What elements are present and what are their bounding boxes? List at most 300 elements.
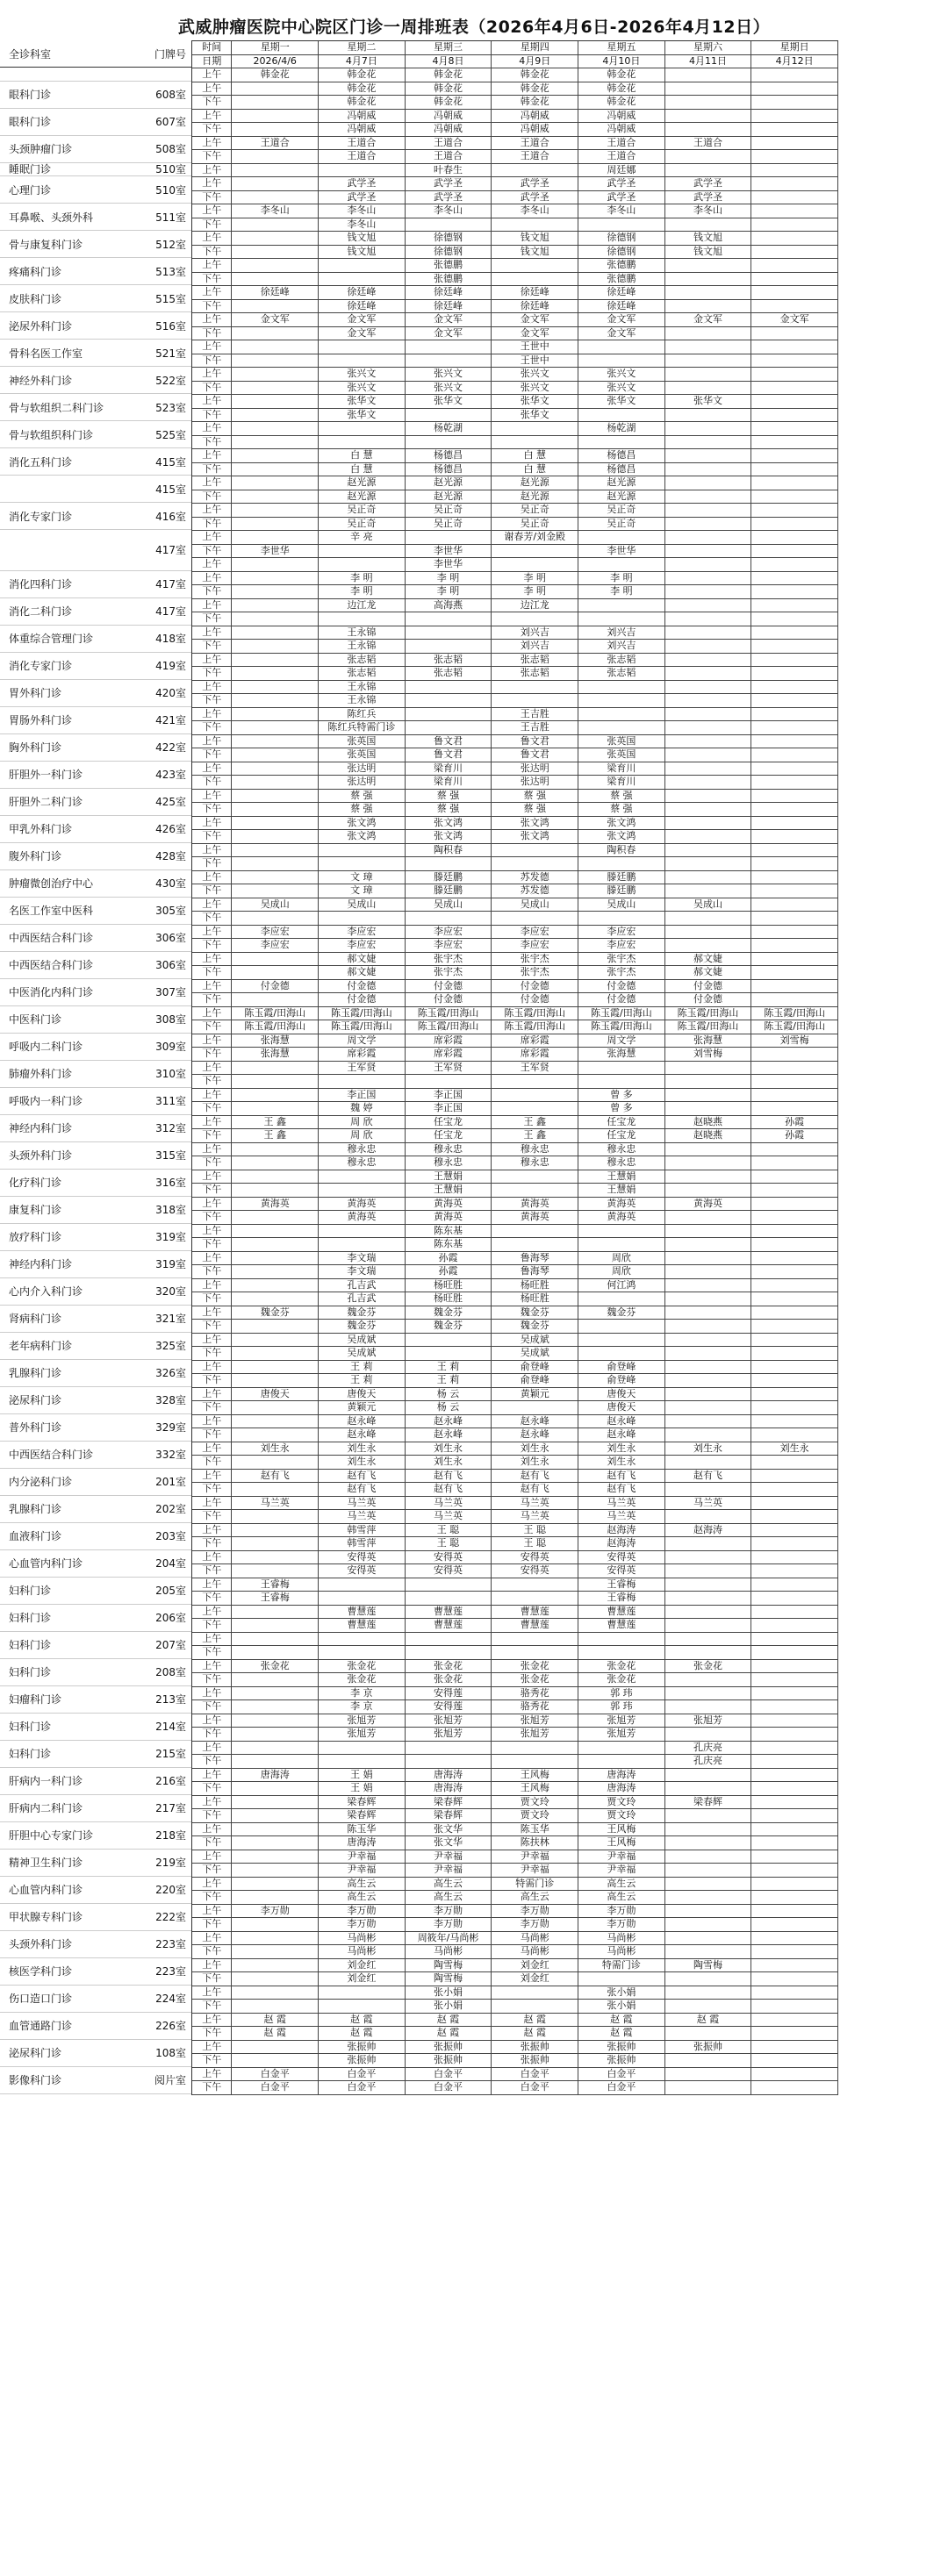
doctor-cell [751,1796,838,1810]
doctor-cell [751,110,838,124]
doctor-cell: 张德鹏 [406,273,492,287]
department-name: 中西医结合科门诊 [9,1449,94,1461]
doctor-cell [751,844,838,858]
table-row [192,1564,838,1578]
room-number: 332室 [155,1449,186,1461]
doctor-cell [665,1687,752,1701]
doctor-cell [232,490,319,504]
department-group [0,1034,191,1061]
doctor-cell: 鲁海琴 [492,1265,578,1279]
room-number: 419室 [155,660,186,672]
department-group [0,2013,191,2040]
table-row [192,1891,838,1905]
doctor-cell: 边江龙 [319,599,406,613]
table-row [192,980,838,994]
doctor-cell [665,1564,752,1578]
department-group [0,1523,191,1550]
doctor-cell [232,177,319,191]
doctor-cell [665,545,752,559]
session-cell: 上午 [192,1279,232,1293]
doctor-cell [665,762,752,776]
doctor-cell [492,1238,578,1252]
table-row [192,436,838,450]
table-row [192,327,838,341]
table-row [192,96,838,110]
doctor-cell [319,1646,406,1660]
doctor-cell: 张达明 [492,776,578,790]
table-row [192,776,838,790]
doctor-cell: 张兴文 [578,382,665,396]
doctor-cell: 俞登峰 [492,1361,578,1375]
room-number: 508室 [155,143,186,155]
doctor-cell: 付金德 [406,993,492,1007]
doctor-cell [492,1401,578,1415]
doctor-cell [578,857,665,871]
doctor-cell [751,912,838,926]
doctor-cell: 周 欣 [319,1129,406,1143]
doctor-cell: 黄海英 [406,1211,492,1225]
department-name: 影像科门诊 [9,2074,62,2086]
doctor-cell [751,246,838,260]
doctor-cell: 曹慧莲 [578,1606,665,1620]
doctor-cell [232,218,319,233]
session-cell: 上午 [192,572,232,586]
room-number: 510室 [155,183,186,197]
department-name: 老年病科门诊 [9,1340,73,1352]
doctor-cell [232,259,319,273]
doctor-cell [751,218,838,233]
doctor-cell: 刘兴吉 [492,640,578,654]
doctor-cell: 张金花 [492,1673,578,1687]
room-number: 320室 [155,1285,186,1298]
session-cell: 上午 [192,1905,232,1919]
doctor-cell [578,1292,665,1306]
table-row [192,2041,838,2055]
doctor-cell: 刘金红 [319,1959,406,1973]
table-row [192,1020,838,1034]
doctor-cell: 穆永忠 [578,1156,665,1170]
doctor-cell [751,1700,838,1714]
session-cell: 上午 [192,599,232,613]
doctor-cell: 高生云 [406,1891,492,1905]
session-cell: 上午 [192,681,232,695]
doctor-cell: 贾文玲 [492,1809,578,1823]
table-row [192,1292,838,1306]
doctor-cell: 李冬山 [578,204,665,218]
doctor-cell [751,626,838,640]
session-cell: 上午 [192,177,232,191]
doctor-cell: 安得英 [319,1564,406,1578]
department-name: 呼吸内二科门诊 [9,1041,83,1053]
table-row [192,1198,838,1212]
doctor-cell: 梁春辉 [319,1796,406,1810]
doctor-cell [751,327,838,341]
doctor-cell [751,884,838,898]
doctor-cell [751,545,838,559]
doctor-cell: 张金花 [578,1673,665,1687]
doctor-cell: 李万勋 [578,1918,665,1932]
doctor-cell: 韩金花 [578,96,665,110]
table-row [192,2054,838,2068]
doctor-cell [751,1075,838,1089]
doctor-cell [665,1782,752,1796]
doctor-cell: 李应宏 [406,939,492,953]
department-group [0,952,191,979]
doctor-cell: 赵光源 [319,476,406,490]
doctor-cell [665,368,752,382]
doctor-cell: 李 京 [319,1687,406,1701]
doctor-cell [751,871,838,885]
doctor-cell: 李万勋 [319,1905,406,1919]
doctor-cell: 贾文玲 [578,1796,665,1810]
doctor-cell [751,286,838,300]
doctor-cell: 王道合 [578,137,665,151]
doctor-cell [665,259,752,273]
doctor-cell: 李万勋 [406,1905,492,1919]
department-group [0,1850,191,1877]
doctor-cell [751,409,838,423]
doctor-cell [492,164,578,178]
doctor-cell: 滕廷鹏 [406,884,492,898]
doctor-cell: 尹幸福 [406,1864,492,1878]
table-row [192,939,838,953]
session-cell: 上午 [192,1769,232,1783]
doctor-cell [751,1415,838,1429]
table-row [192,1687,838,1701]
doctor-cell: 杨德昌 [406,449,492,463]
session-cell: 上午 [192,1551,232,1565]
doctor-cell [665,654,752,668]
session-cell: 下午 [192,830,232,844]
room-number: 415室 [155,483,186,496]
doctor-cell [578,912,665,926]
doctor-cell: 鲁文君 [406,735,492,749]
department-group [0,1659,191,1686]
table-row [192,273,838,287]
doctor-cell [232,1143,319,1157]
doctor-cell: 张志韬 [406,654,492,668]
doctor-cell [665,1211,752,1225]
doctor-cell [232,2000,319,2014]
doctor-cell [751,300,838,314]
doctor-cell [751,953,838,967]
doctor-cell [492,1225,578,1239]
doctor-cell: 张金花 [406,1673,492,1687]
doctor-cell: 李 明 [492,572,578,586]
table-row [192,518,838,532]
doctor-cell: 吴正奇 [406,518,492,532]
session-cell: 上午 [192,1687,232,1701]
department-group [0,421,191,448]
doctor-cell: 苏发德 [492,884,578,898]
doctor-cell [232,626,319,640]
doctor-cell [751,1728,838,1742]
date-cell: 4月12日 [751,55,838,69]
doctor-cell: 白金平 [319,2081,406,2095]
department-group [0,1197,191,1224]
doctor-cell: 张旭芳 [578,1714,665,1728]
table-row [192,1034,838,1048]
doctor-cell [232,1945,319,1959]
doctor-cell [751,926,838,940]
doctor-cell [751,1823,838,1837]
department-name: 中医消化内科门诊 [9,986,94,998]
doctor-cell: 陈红兵特需门诊 [319,721,406,735]
doctor-cell: 郝文婕 [319,953,406,967]
doctor-cell: 张文鸿 [492,830,578,844]
doctor-cell [751,463,838,477]
doctor-cell: 俞登峰 [492,1374,578,1388]
doctor-cell: 张金花 [665,1660,752,1674]
doctor-cell [232,476,319,490]
doctor-cell: 高生云 [578,1891,665,1905]
session-cell: 下午 [192,300,232,314]
session-cell: 下午 [192,1483,232,1497]
doctor-cell: 韩雪萍 [319,1537,406,1551]
table-row [192,1075,838,1089]
table-row [192,1864,838,1878]
doctor-cell: 刘兴吉 [578,640,665,654]
doctor-cell: 吴成山 [319,898,406,912]
room-number: 308室 [155,1013,186,1026]
doctor-cell: 穆永忠 [319,1156,406,1170]
doctor-cell [751,1320,838,1334]
doctor-cell [665,667,752,681]
doctor-cell: 杨旺胜 [406,1292,492,1306]
department-name: 肝胆外一科门诊 [9,769,83,781]
room-number: 418室 [155,633,186,645]
doctor-cell [232,953,319,967]
doctor-cell: 张金花 [319,1673,406,1687]
header-row-weekday [192,41,838,55]
department-group [0,530,191,571]
doctor-cell [751,1062,838,1076]
table-row [192,1102,838,1116]
department-group [0,176,191,204]
table-row [192,572,838,586]
table-row [192,1945,838,1959]
doctor-cell [232,96,319,110]
department-name: 妇科门诊 [9,1666,52,1678]
doctor-cell [665,1320,752,1334]
table-row [192,82,838,97]
doctor-cell: 周欣 [578,1252,665,1266]
doctor-cell: 魏金芬 [319,1320,406,1334]
doctor-cell [232,871,319,885]
department-name: 血管通路门诊 [9,2020,73,2032]
session-cell: 上午 [192,286,232,300]
doctor-cell: 赵晓燕 [665,1116,752,1130]
session-cell: 上午 [192,898,232,912]
doctor-cell: 徐廷峰 [319,300,406,314]
doctor-cell [492,218,578,233]
doctor-cell [751,898,838,912]
doctor-cell [232,1401,319,1415]
doctor-cell: 张华文 [492,409,578,423]
department-name: 泌尿科门诊 [9,1394,62,1406]
doctor-cell [751,1156,838,1170]
doctor-cell [578,1334,665,1348]
department-group [0,1686,191,1714]
doctor-cell: 李冬山 [319,218,406,233]
doctor-cell: 陶积春 [578,844,665,858]
table-row [192,68,838,82]
doctor-cell: 席彩霞 [492,1048,578,1062]
doctor-cell [232,735,319,749]
table-row [192,857,838,871]
doctor-cell: 王慧娟 [578,1184,665,1198]
room-number: 523室 [155,401,186,414]
doctor-cell: 边江龙 [492,599,578,613]
doctor-cell: 张海慧 [665,1034,752,1048]
doctor-cell: 刘金红 [492,1972,578,1986]
doctor-cell: 梁春辉 [406,1809,492,1823]
table-row [192,681,838,695]
doctor-cell: 张华文 [319,395,406,409]
table-row [192,463,838,477]
table-row [192,490,838,504]
table-row [192,1225,838,1239]
table-row [192,164,838,178]
doctor-cell [751,1646,838,1660]
doctor-cell [751,1211,838,1225]
table-row [192,137,838,151]
table-row [192,1401,838,1415]
table-row [192,1388,838,1402]
room-number: 319室 [155,1231,186,1243]
room-number: 216室 [155,1775,186,1787]
doctor-cell [665,1592,752,1606]
doctor-cell [751,1905,838,1919]
doctor-cell: 李应宏 [319,939,406,953]
doctor-cell: 苏发德 [492,871,578,885]
doctor-cell [751,1959,838,1973]
doctor-cell: 陈红兵 [319,708,406,722]
doctor-cell [319,422,406,436]
room-number: 423室 [155,769,186,781]
doctor-cell: 杨 云 [406,1388,492,1402]
doctor-cell: 赵永峰 [492,1428,578,1442]
room-number: 430室 [155,877,186,890]
doctor-cell [492,1633,578,1647]
doctor-cell: 王道合 [578,150,665,164]
doctor-cell: 徐廷峰 [406,300,492,314]
doctor-cell [665,449,752,463]
doctor-cell [232,572,319,586]
session-cell: 下午 [192,246,232,260]
room-number: 217室 [155,1802,186,1814]
doctor-cell [665,1864,752,1878]
doctor-cell [492,1646,578,1660]
doctor-cell [232,790,319,804]
department-group [0,394,191,421]
doctor-cell [665,476,752,490]
doctor-cell [751,585,838,599]
doctor-cell: 金文军 [406,313,492,327]
doctor-cell: 张兴文 [578,368,665,382]
doctor-cell: 李万勋 [578,1905,665,1919]
doctor-cell [751,1361,838,1375]
doctor-cell: 穆永忠 [319,1143,406,1157]
doctor-cell [665,1932,752,1946]
doctor-cell: 唐俊天 [578,1401,665,1415]
department-name: 消化专家门诊 [9,660,73,672]
doctor-cell [665,1361,752,1375]
doctor-cell: 刘生永 [578,1456,665,1470]
doctor-cell: 张海慧 [232,1048,319,1062]
session-cell: 上午 [192,1524,232,1538]
doctor-cell: 曹慧莲 [492,1619,578,1633]
doctor-cell: 韩金花 [492,82,578,97]
session-cell: 上午 [192,2014,232,2028]
department-name: 头颈肿瘤门诊 [9,143,73,155]
department-group [0,1387,191,1414]
department-group [0,163,191,177]
department-group [0,1877,191,1904]
doctor-cell: 李冬山 [319,204,406,218]
doctor-cell [665,2000,752,2014]
doctor-cell: 梁春辉 [406,1796,492,1810]
doctor-cell: 张德鹏 [578,259,665,273]
room-number: 208室 [155,1666,186,1678]
doctor-cell: 王 娟 [319,1769,406,1783]
department-name: 骨与软组织二科门诊 [9,401,104,414]
doctor-cell [406,1578,492,1592]
table-row [192,1334,838,1348]
table-row [192,476,838,490]
doctor-cell [751,1673,838,1687]
doctor-cell [751,857,838,871]
doctor-cell [751,599,838,613]
doctor-cell [665,2027,752,2041]
department-name: 肝病内一科门诊 [9,1775,83,1787]
doctor-cell: 马尚彬 [492,1945,578,1959]
doctor-cell: 李 京 [319,1700,406,1714]
doctor-cell: 张华文 [578,395,665,409]
doctor-cell [665,748,752,762]
table-row [192,1714,838,1728]
session-cell: 下午 [192,545,232,559]
doctor-cell: 金文军 [751,313,838,327]
doctor-cell [751,1143,838,1157]
doctor-cell: 李万勋 [492,1918,578,1932]
doctor-cell: 王吉胜 [492,708,578,722]
doctor-cell: 张小娟 [578,2000,665,2014]
doctor-cell [665,1905,752,1919]
room-number: 318室 [155,1204,186,1216]
doctor-cell [665,436,752,450]
doctor-cell [319,1225,406,1239]
doctor-cell: 金文军 [232,313,319,327]
doctor-cell: 李正国 [406,1089,492,1103]
doctor-cell: 王永锦 [319,626,406,640]
doctor-cell: 付金德 [406,980,492,994]
doctor-cell: 黄海英 [319,1198,406,1212]
doctor-cell [232,1836,319,1850]
doctor-cell [232,1796,319,1810]
doctor-cell [232,273,319,287]
doctor-cell [751,1225,838,1239]
department-group [0,1306,191,1333]
doctor-cell [232,1524,319,1538]
doctor-cell: 孙霞 [406,1265,492,1279]
doctor-cell [492,422,578,436]
doctor-cell: 尹幸福 [319,1864,406,1878]
doctor-cell [232,966,319,980]
doctor-cell: 李世华 [406,545,492,559]
doctor-cell: 武学圣 [665,177,752,191]
doctor-cell [232,1932,319,1946]
